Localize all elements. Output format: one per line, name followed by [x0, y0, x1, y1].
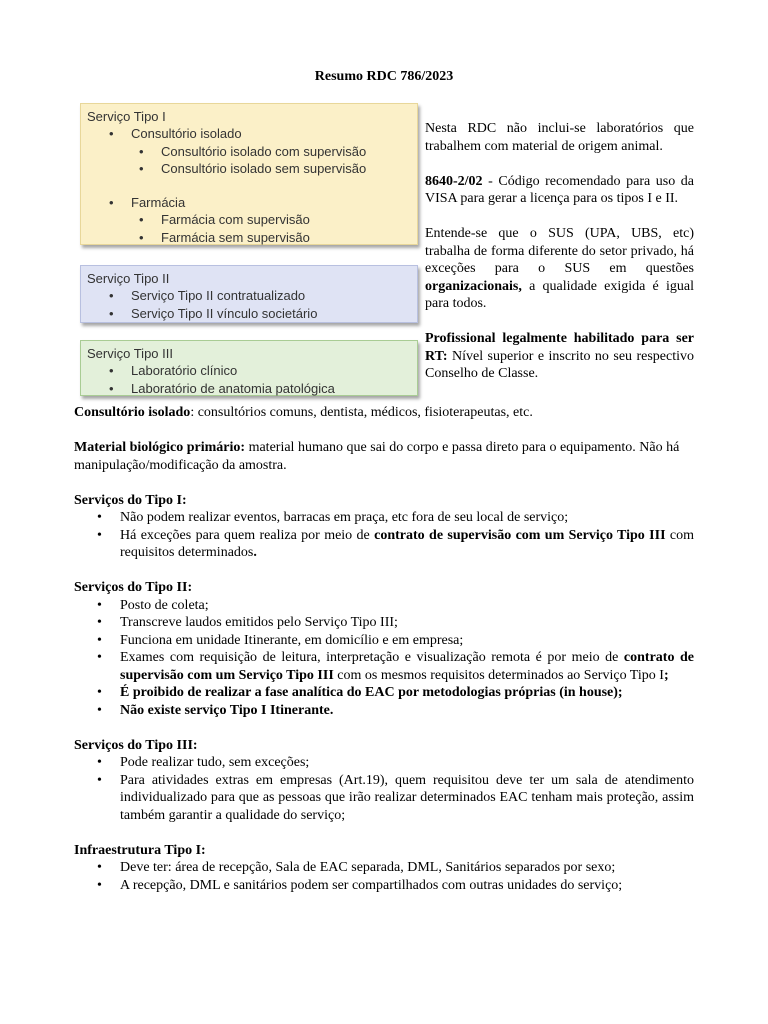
bullet-list — [74, 509, 694, 562]
box-list-item: • Laboratório clínico — [87, 362, 411, 379]
bullet-list — [74, 754, 694, 824]
box-list-item: • Serviço Tipo II contratualizado — [87, 287, 411, 304]
section-heading: Serviços do Tipo III: — [74, 737, 198, 753]
main-content — [74, 404, 694, 912]
box-list-item: • Consultório isolado — [87, 125, 411, 142]
section-heading: Infraestrutura Tipo I: — [74, 842, 206, 858]
definition-paragraph: Consultório isolado: consultórios comuns, dentista, médicos, fisioterapeutas, etc. — [74, 405, 533, 420]
list-item: • Posto de coleta; — [74, 597, 694, 615]
box-list-item: • Farmácia — [87, 194, 411, 211]
list-item: • A recepção, DML e sanitários podem ser compartilhados com outras unidades do serviço; — [74, 877, 694, 895]
note-paragraph: Profissional legalmente habilitado para ser RT: Nível superior e inscrito no seu respectivo Conselho de Classe. — [425, 331, 694, 381]
list-item: • Não existe serviço Tipo I Itinerante. — [74, 702, 694, 720]
list-item: • Deve ter: área de recepção, Sala de EAC separada, DML, Sanitários separados por sexo; — [74, 859, 694, 877]
section-heading: Serviços do Tipo I: — [74, 492, 187, 508]
definition-paragraph: Material biológico primário: material humano que sai do corpo e passa direto para o equipamento. Não há manipulação/modificação da amostra. — [74, 440, 680, 473]
list-item: • É proibido de realizar a fase analítica do EAC por metodologias próprias (in house); — [74, 684, 694, 702]
note-paragraph: Entende-se que o SUS (UPA, UBS, etc) trabalha de forma diferente do setor privado, há exceções para o SUS em questões organizacionais, a qualidade exigida é igual para todos. — [425, 226, 694, 311]
list-item: • Transcreve laudos emitidos pelo Serviço Tipo III; — [74, 614, 694, 632]
box-list-item: • Serviço Tipo II vínculo societário — [87, 305, 411, 322]
box-sub-item: • Consultório isolado sem supervisão — [87, 160, 411, 177]
note-paragraph: Nesta RDC não inclui-se laboratórios que trabalhem com material de origem animal. — [425, 121, 694, 154]
box-heading: Serviço Tipo II — [87, 271, 170, 286]
box-heading: Serviço Tipo III — [87, 346, 173, 361]
box-sub-item: • Farmácia sem supervisão — [87, 229, 411, 246]
servico-tipo-2-box — [80, 265, 418, 323]
list-item: • Há exceções para quem realiza por meio de contrato de supervisão com um Serviço Tipo III com requisitos determinados. — [74, 527, 694, 562]
box-heading: Serviço Tipo I — [87, 109, 166, 124]
servico-tipo-3-box — [80, 340, 418, 396]
box-sub-item: • Farmácia com supervisão — [87, 211, 411, 228]
right-notes — [425, 120, 694, 400]
list-item: • Não podem realizar eventos, barracas em praça, etc fora de seu local de serviço; — [74, 509, 694, 527]
box-list-item: • Laboratório de anatomia patológica — [87, 380, 411, 397]
list-item: • Para atividades extras em empresas (Art.19), quem requisitou deve ter um sala de atendimento individualizado para que as pessoas que irão realizar determinados EAC tenham mais proteção, assim também garantir a qualidade do serviço; — [74, 772, 694, 825]
section-heading: Serviços do Tipo II: — [74, 580, 193, 595]
box-sub-item: • Consultório isolado com supervisão — [87, 143, 411, 160]
list-item: • Funciona em unidade Itinerante, em domicílio e em empresa; — [74, 632, 694, 650]
bullet-list — [74, 597, 694, 720]
list-item: • Pode realizar tudo, sem exceções; — [74, 754, 694, 772]
page-title: Resumo RDC 786/2023 — [314, 69, 454, 84]
servico-tipo-1-box — [80, 103, 418, 245]
bullet-list — [74, 859, 694, 894]
list-item: • Exames com requisição de leitura, interpretação e visualização remota é por meio de contrato de supervisão com um Serviço Tipo III com os mesmos requisitos determinados ao Serviço Tipo I; — [74, 649, 694, 684]
note-paragraph: 8640-2/02 - Código recomendado para uso da VISA para gerar a licença para os tipos I e II. — [425, 173, 694, 206]
